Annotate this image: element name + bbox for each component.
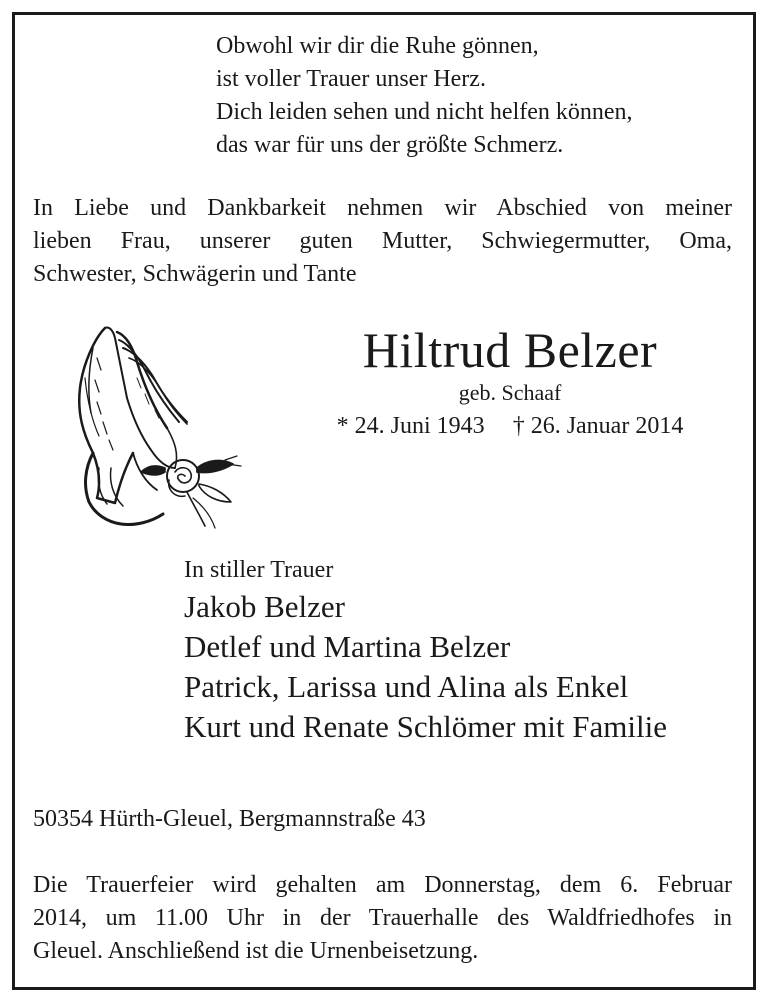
mourners-lead: In stiller Trauer [184, 557, 334, 583]
deceased-block [300, 318, 720, 442]
intro-line: Schwester, Schwägerin und Tante [33, 261, 357, 287]
ceremony-line: 2014, um 11.00 Uhr in der Trauerhalle des Waldfriedhofes in [33, 905, 732, 931]
deceased-name: Hiltrud Belzer [362, 322, 658, 378]
ceremony-line: Die Trauerfeier wird gehalten am Donnerstag, dem 6. Februar [33, 872, 732, 898]
intro-line: lieben Frau, unserer guten Mutter, Schwiegermutter, Oma, [33, 228, 732, 254]
mourner-name: Kurt und Renate Schlömer mit Familie [184, 709, 667, 744]
poem-line: Obwohl wir dir die Ruhe gönnen, [216, 33, 539, 59]
maiden-name: geb. Schaaf [458, 380, 562, 405]
death-date: † 26. Januar 2014 [512, 413, 684, 439]
poem-line: ist voller Trauer unser Herz. [216, 66, 486, 92]
life-dates [300, 410, 720, 442]
mourner-name: Detlef und Martina Belzer [184, 629, 511, 664]
farewell-intro [33, 192, 732, 291]
ceremony-line: Gleuel. Anschließend ist die Urnenbeisetzung. [33, 938, 479, 964]
poem-line: das war für uns der größte Schmerz. [216, 132, 564, 158]
mourner-name: Patrick, Larissa und Alina als Enkel [184, 669, 629, 704]
family-address: 50354 Hürth-Gleuel, Bergmannstraße 43 [33, 806, 426, 832]
praying-hands-with-rose-icon [75, 318, 245, 533]
intro-line: In Liebe und Dankbarkeit nehmen wir Abschied von meiner [33, 195, 732, 221]
poem [216, 30, 633, 162]
mourner-name: Jakob Belzer [184, 589, 345, 624]
mourners-list [184, 553, 667, 747]
ceremony-notice [33, 869, 732, 968]
birth-date: * 24. Juni 1943 [336, 413, 485, 439]
poem-line: Dich leiden sehen und nicht helfen können, [216, 99, 633, 125]
